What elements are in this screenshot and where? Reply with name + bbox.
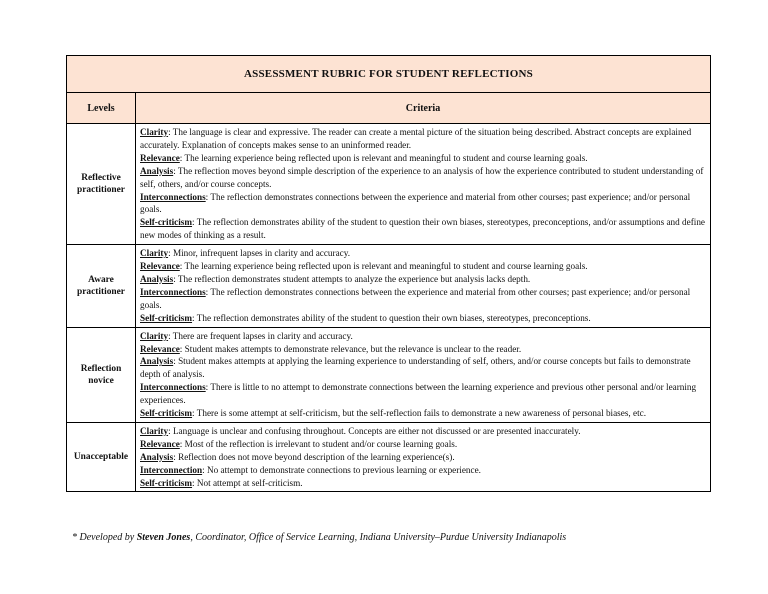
criterion-text: The learning experience being reflected upon is relevant and meaningful to student and course learning goals.	[182, 261, 588, 272]
criterion-item	[140, 425, 707, 438]
criterion-term: Relevance	[140, 152, 180, 163]
criterion-separator: :	[168, 248, 171, 259]
criterion-term: Self-criticism	[140, 477, 193, 488]
criterion-separator: :	[179, 343, 183, 354]
level-label: Aware practitioner	[67, 245, 136, 327]
criterion-text: Reflection does not move beyond description of the learning experience(s).	[175, 451, 455, 462]
criterion-term: Interconnections	[140, 286, 206, 297]
criterion-term: Self-criticism	[140, 312, 193, 323]
rubric-row	[67, 245, 711, 327]
criterion-separator: :	[179, 438, 183, 449]
criterion-separator: :	[168, 330, 171, 341]
criterion-term: Interconnection	[140, 464, 203, 475]
criterion-item	[140, 438, 707, 451]
criterion-term: Self-criticism	[140, 217, 193, 228]
criterion-separator: :	[179, 152, 183, 163]
criteria-cell	[136, 245, 711, 327]
criterion-item	[140, 355, 707, 381]
criterion-separator: :	[192, 312, 195, 323]
criterion-text: Not attempt at self-criticism.	[194, 477, 303, 488]
criterion-term: Clarity	[140, 127, 169, 137]
criterion-term: Relevance	[140, 261, 180, 272]
criterion-item	[140, 260, 707, 273]
criterion-text: There is little to no attempt to demonstrate connections between the learning experience and previous other personal and/or learning experiences.	[140, 382, 697, 406]
criterion-item	[140, 286, 707, 312]
criterion-separator: :	[205, 286, 209, 297]
criterion-item	[140, 477, 707, 490]
criteria-cell	[136, 124, 711, 245]
criterion-text: There are frequent lapses in clarity and accuracy.	[170, 330, 353, 341]
criterion-separator: :	[173, 451, 176, 462]
title-row	[67, 56, 711, 93]
criterion-item	[140, 247, 707, 260]
criterion-term: Self-criticism	[140, 408, 193, 419]
footnote-prefix: * Developed by	[72, 532, 137, 543]
rubric-table	[66, 55, 711, 492]
criterion-separator: :	[192, 217, 195, 228]
criterion-term: Analysis	[140, 356, 174, 367]
criterion-text: Language is unclear and confusing throughout. Concepts are either not discussed or are presented inaccurately.	[170, 425, 581, 436]
criteria-cell	[136, 327, 711, 422]
footnote-author: Steven Jones	[136, 532, 191, 543]
criterion-term: Clarity	[140, 425, 169, 436]
rubric-row	[67, 422, 711, 492]
criterion-separator: :	[192, 408, 195, 419]
criterion-separator: :	[202, 464, 205, 475]
level-label: Reflective practitioner	[67, 124, 136, 245]
level-label: Unacceptable	[67, 422, 136, 492]
criterion-term: Relevance	[140, 438, 180, 449]
criterion-separator: :	[205, 382, 209, 393]
criterion-item	[140, 312, 707, 325]
criterion-separator: :	[179, 261, 183, 272]
criterion-text: The learning experience being reflected upon is relevant and meaningful to student and course learning goals.	[182, 152, 588, 163]
criterion-term: Interconnections	[140, 382, 206, 393]
criteria-cell	[136, 422, 711, 492]
criterion-term: Clarity	[140, 248, 169, 259]
levels-header: Levels	[67, 93, 136, 124]
criterion-separator: :	[173, 273, 176, 284]
rubric-title: ASSESSMENT RUBRIC FOR STUDENT REFLECTIONS	[67, 56, 711, 93]
criterion-item	[140, 165, 707, 191]
footnote	[72, 532, 566, 543]
criterion-separator: :	[205, 191, 209, 202]
criterion-term: Analysis	[140, 273, 174, 284]
criterion-text: The reflection demonstrates student attempts to analyze the experience but analysis lacks depth.	[175, 273, 531, 284]
criterion-text: There is some attempt at self-criticism, but the self-reflection fails to demonstrate a new awareness of personal biases, etc.	[194, 408, 646, 419]
criterion-text: The reflection demonstrates connections between the experience and material from other courses; past experience; and/or personal goals.	[140, 191, 691, 215]
criterion-text: The reflection demonstrates ability of the student to question their own biases, stereotypes, preconceptions.	[194, 312, 591, 323]
criterion-text: The language is clear and expressive. The reader can create a mental picture of the situation being described. Abstract concepts are explained accurately. Explanation of concepts makes sense to an uninformed reader.	[140, 127, 692, 150]
footnote-suffix: , Coordinator, Office of Service Learning, Indiana University–Purdue University Indianapolis	[190, 532, 567, 543]
criterion-text: Most of the reflection is irrelevant to student and/or course learning goals.	[182, 438, 458, 449]
criteria-header: Criteria	[136, 93, 711, 124]
criterion-term: Analysis	[140, 165, 174, 176]
header-row	[67, 93, 711, 124]
criterion-text: Minor, infrequent lapses in clarity and accuracy.	[170, 248, 351, 259]
rubric-row	[67, 327, 711, 422]
criterion-item	[140, 451, 707, 464]
criterion-item	[140, 273, 707, 286]
rubric-row	[67, 124, 711, 245]
criterion-separator: :	[168, 127, 171, 137]
criterion-item	[140, 191, 707, 217]
criterion-item	[140, 464, 707, 477]
criterion-item	[140, 216, 707, 242]
criterion-text: The reflection moves beyond simple description of the experience to an analysis of how the experience contributed to student understanding of self, others, and/or course concepts.	[140, 165, 704, 189]
criterion-term: Analysis	[140, 451, 174, 462]
criterion-separator: :	[168, 425, 171, 436]
criterion-item	[140, 381, 707, 407]
criterion-item	[140, 152, 707, 165]
criterion-text: Student makes attempts to demonstrate relevance, but the relevance is unclear to the reader.	[182, 343, 522, 354]
criterion-item	[140, 126, 707, 152]
criterion-separator: :	[173, 165, 176, 176]
criterion-text: Student makes attempts at applying the learning experience to understanding of self, others, and/or course concepts but fails to demonstrate depth of analysis.	[140, 356, 691, 380]
criterion-item	[140, 343, 707, 356]
criterion-text: The reflection demonstrates ability of the student to question their own biases, stereotypes, preconceptions, and/or assumptions and define new modes of thinking as a result.	[140, 217, 705, 241]
criterion-text: The reflection demonstrates connections between the experience and material from other courses; past experience; and/or personal goals.	[140, 286, 691, 310]
criterion-text: No attempt to demonstrate connections to previous learning or experience.	[204, 464, 481, 475]
criterion-separator: :	[192, 477, 195, 488]
criterion-separator: :	[173, 356, 176, 367]
criterion-item	[140, 407, 707, 420]
criterion-term: Relevance	[140, 343, 180, 354]
criterion-term: Interconnections	[140, 191, 206, 202]
criterion-term: Clarity	[140, 330, 169, 341]
level-label: Reflection novice	[67, 327, 136, 422]
criterion-item	[140, 330, 707, 343]
